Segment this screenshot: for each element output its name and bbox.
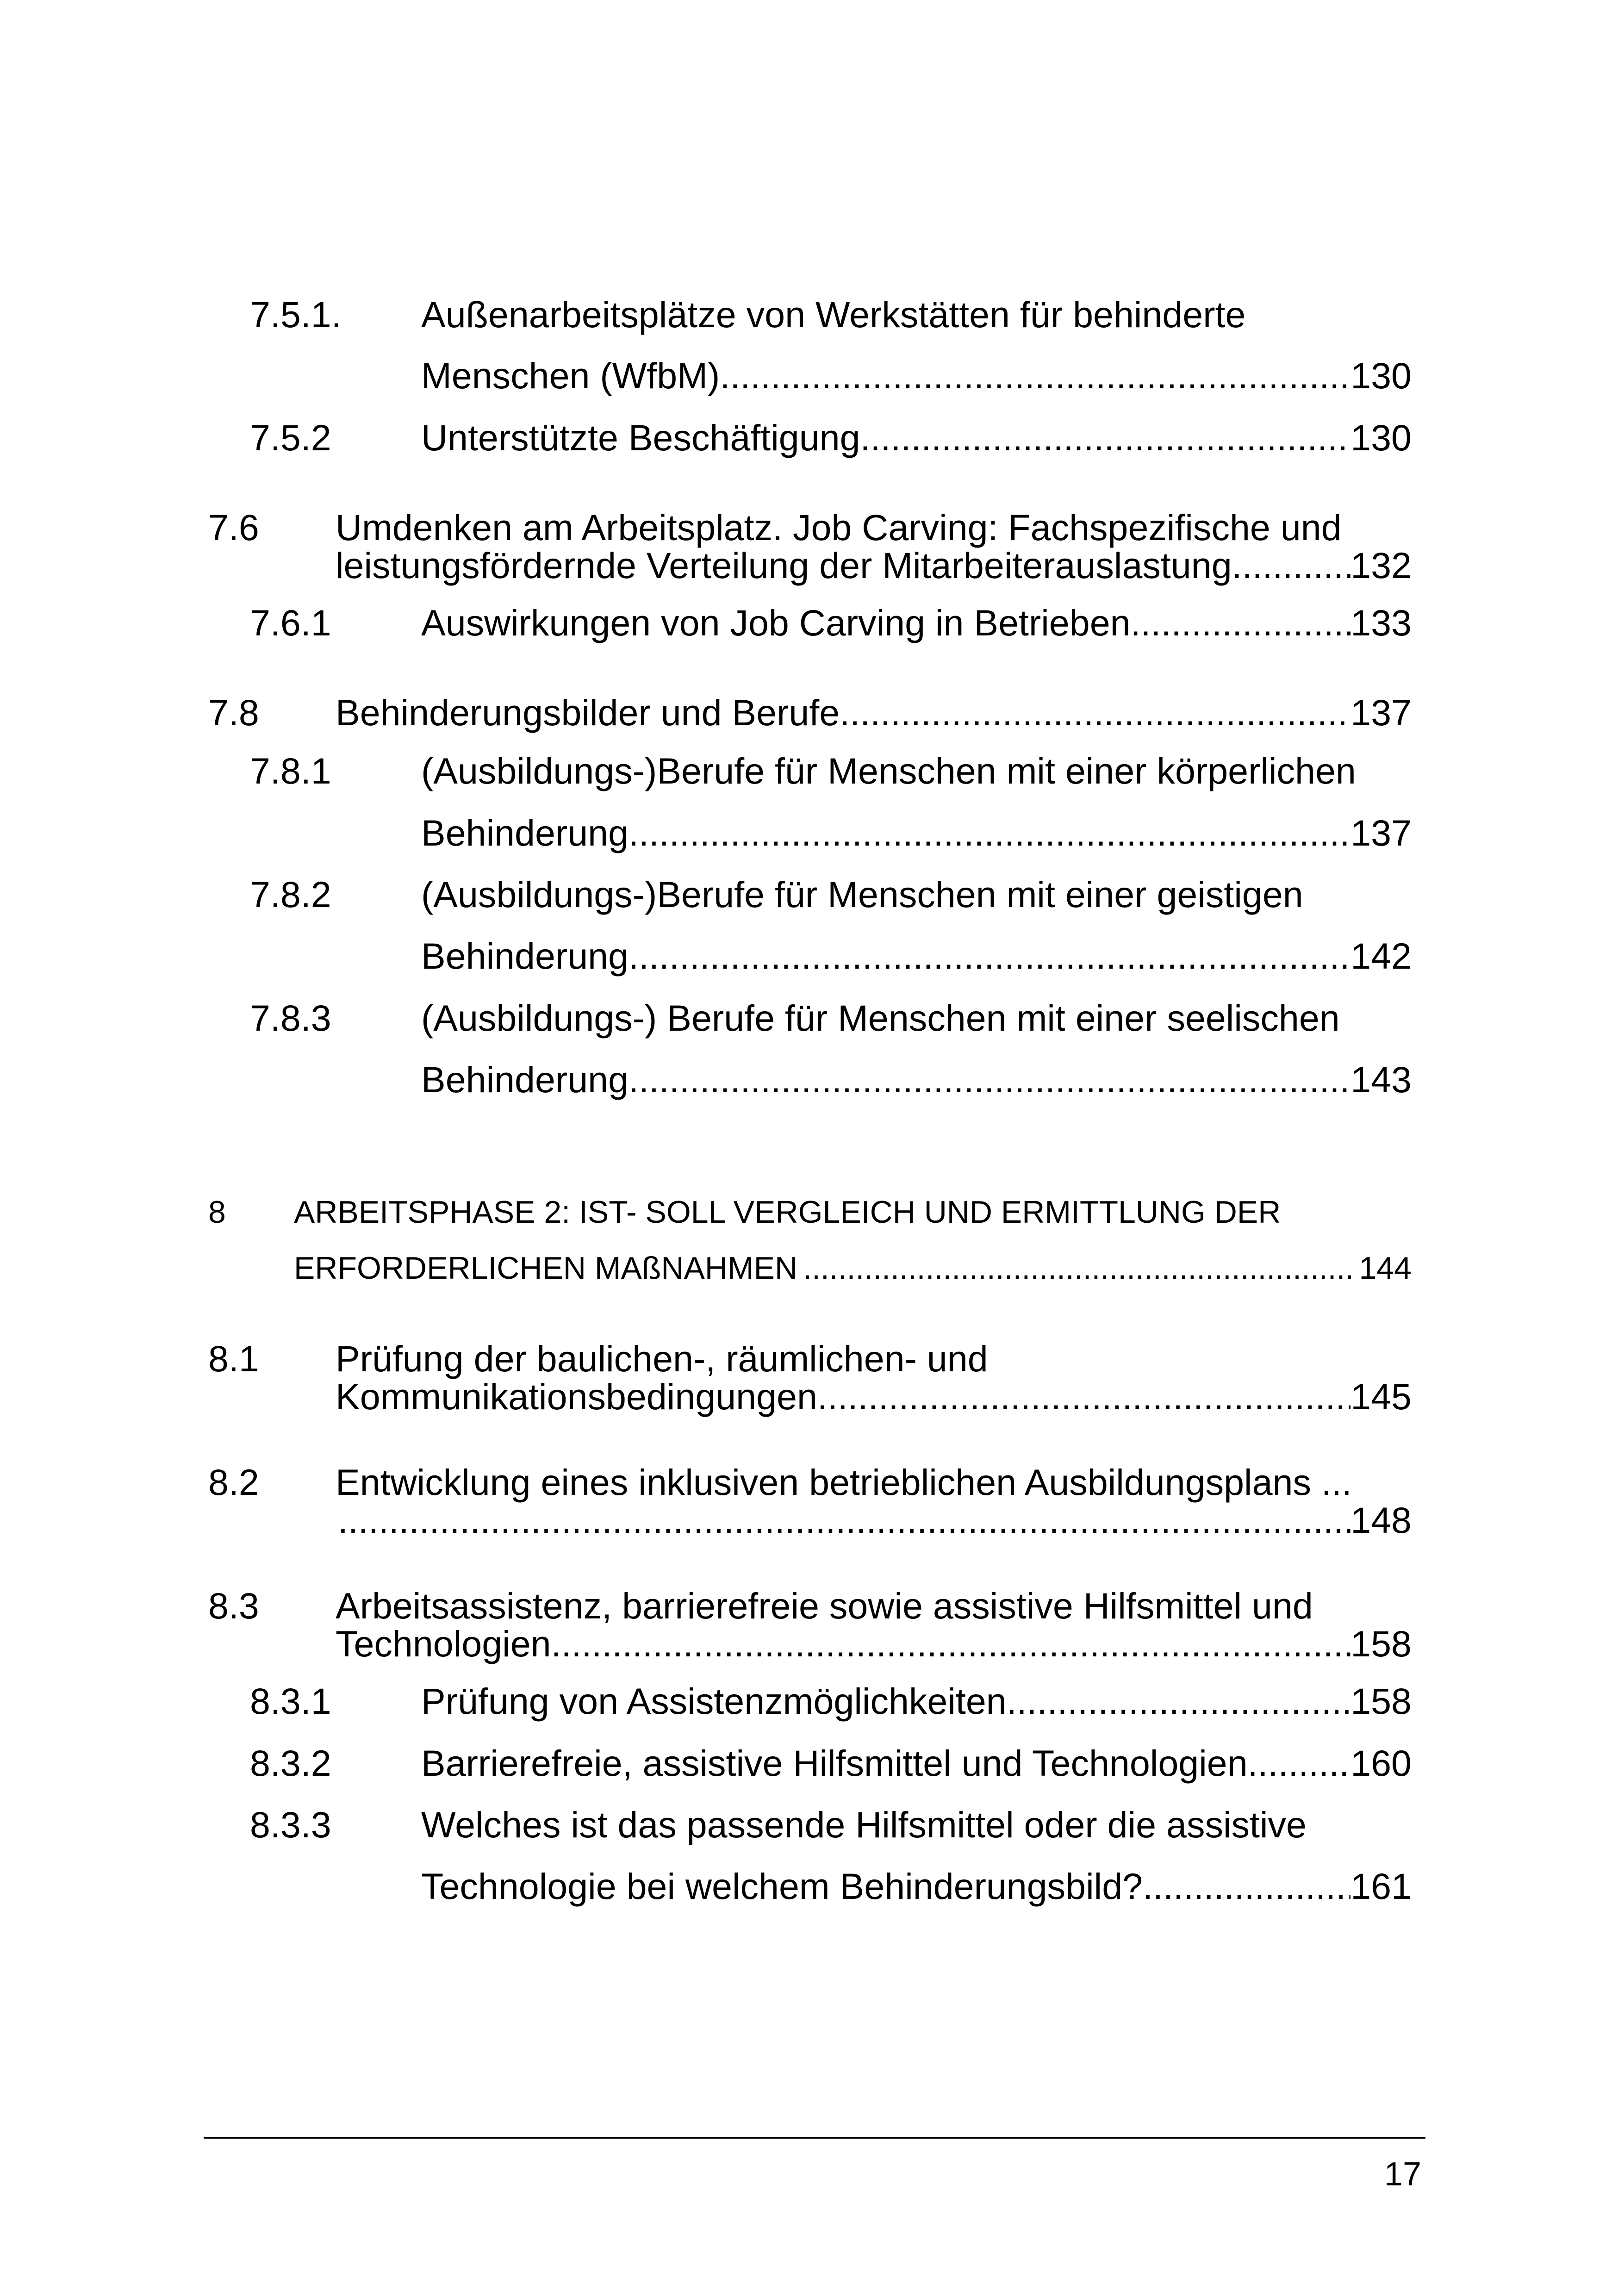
toc-number: 7.8.3 <box>250 997 331 1039</box>
toc-leader-row <box>336 1378 1412 1415</box>
footer-page-number: 17 <box>1384 2156 1421 2193</box>
dot-leader <box>1131 604 1351 641</box>
toc-title: ERFORDERLICHEN MAßNAHMEN <box>294 1251 798 1286</box>
dot-leader <box>840 694 1350 731</box>
dot-leader <box>803 1252 1353 1284</box>
toc-title: Außenarbeitsplätze von Werkstätten für behinderte <box>421 294 1246 335</box>
toc-page-number: 130 <box>1350 355 1412 396</box>
dot-leader <box>1143 1868 1350 1904</box>
toc-number: 7.8 <box>208 692 259 733</box>
dot-leader <box>629 815 1350 851</box>
toc-title: Technologie bei welchem Behinderungsbild? <box>421 1866 1143 1907</box>
toc-number: 8.3 <box>208 1585 259 1626</box>
dot-leader <box>860 419 1351 456</box>
toc-title: Menschen (WfbM) <box>421 355 720 396</box>
toc-title: Unterstützte Beschäftigung <box>421 417 860 458</box>
dot-leader <box>1248 1745 1351 1781</box>
toc-leader-row <box>338 1500 1412 1541</box>
footer-rule <box>204 2137 1425 2139</box>
toc-title: (Ausbildungs-)Berufe für Menschen mit einer körperlichen <box>421 750 1356 791</box>
toc-title: (Ausbildungs-) Berufe für Menschen mit einer seelischen <box>421 997 1340 1039</box>
toc-title: Kommunikationsbedingungen <box>336 1376 817 1417</box>
toc-title: Welches ist das passende Hilfsmittel oder die assistive <box>421 1804 1307 1845</box>
toc-page-number: 143 <box>1350 1059 1412 1100</box>
toc-page-number: 145 <box>1350 1376 1412 1417</box>
toc-title: Umdenken am Arbeitsplatz. Job Carving: Fachspezifische und <box>336 507 1342 548</box>
toc-page-number: 137 <box>1350 692 1412 733</box>
toc-number: 8.1 <box>208 1338 259 1379</box>
toc-title: Barrierefreie, assistive Hilfsmittel und Technologien <box>421 1742 1248 1784</box>
toc-title: Behinderung <box>421 812 629 853</box>
toc-leader-row <box>421 419 1412 456</box>
toc-title: Entwicklung eines inklusiven betrieblichen Ausbildungsplans ... <box>336 1462 1352 1503</box>
toc-title: ARBEITSPHASE 2: IST- SOLL VERGLEICH UND ERMITTLUNG DER <box>294 1195 1281 1230</box>
toc-leader-row <box>336 547 1412 584</box>
dot-leader <box>629 938 1350 974</box>
toc-number: 7.6.1 <box>250 602 331 643</box>
toc-page-number: 144 <box>1359 1251 1412 1286</box>
dot-leader <box>338 1502 1350 1538</box>
toc-page-number: 132 <box>1350 545 1412 586</box>
toc-title: Auswirkungen von Job Carving in Betrieben <box>421 602 1131 643</box>
toc-number: 8.2 <box>208 1462 259 1503</box>
toc-page-number: 158 <box>1350 1680 1412 1722</box>
toc-number: 7.8.1 <box>250 750 331 791</box>
toc-leader-row <box>421 1061 1412 1098</box>
toc-number: 7.6 <box>208 507 259 548</box>
toc-leader-row <box>336 1625 1412 1662</box>
toc-page-number: 158 <box>1350 1623 1412 1664</box>
toc-page-number: 133 <box>1350 602 1412 643</box>
toc-leader-row <box>421 812 1412 853</box>
dot-leader <box>817 1378 1350 1415</box>
toc-number: 8 <box>208 1195 226 1230</box>
toc-leader-row <box>421 357 1412 394</box>
toc-title: Behinderung <box>421 935 629 977</box>
toc-title: Prüfung von Assistenzmöglichkeiten <box>421 1680 1007 1722</box>
dot-leader <box>1232 547 1351 584</box>
toc-page-number: 142 <box>1350 935 1412 977</box>
toc-leader-row <box>421 604 1412 641</box>
dot-leader <box>720 357 1350 394</box>
toc-number: 7.8.2 <box>250 874 331 915</box>
toc-title: Behinderungsbilder und Berufe <box>336 692 840 733</box>
toc-leader-row <box>421 1680 1412 1722</box>
toc-number: 7.5.2 <box>250 417 331 458</box>
toc-leader-row <box>421 1866 1412 1907</box>
dot-leader <box>629 1061 1350 1098</box>
toc-title: Arbeitsassistenz, barrierefreie sowie assistive Hilfsmittel und <box>336 1585 1313 1626</box>
toc-title: Behinderung <box>421 1059 629 1100</box>
toc-title: Technologien <box>336 1623 551 1664</box>
dot-leader <box>1007 1683 1350 1719</box>
toc-page-number: 160 <box>1350 1742 1412 1784</box>
toc-leader-row <box>421 935 1412 977</box>
toc-leader-row <box>421 1742 1412 1784</box>
toc-leader-row <box>336 694 1412 731</box>
toc-number: 8.3.1 <box>250 1680 331 1722</box>
toc-page-number: 130 <box>1350 417 1412 458</box>
toc-page-number: 161 <box>1350 1866 1412 1907</box>
toc-number: 8.3.3 <box>250 1804 331 1845</box>
dot-leader <box>551 1625 1351 1662</box>
toc-title: leistungsfördernde Verteilung der Mitarbeiterauslastung <box>336 545 1232 586</box>
toc-number: 8.3.2 <box>250 1742 331 1784</box>
toc-leader-row <box>294 1252 1412 1284</box>
toc-page-number: 148 <box>1350 1500 1412 1541</box>
toc-number: 7.5.1. <box>250 294 342 335</box>
toc-title: (Ausbildungs-)Berufe für Menschen mit einer geistigen <box>421 874 1303 915</box>
toc-page-number: 137 <box>1350 812 1412 853</box>
toc-title: Prüfung der baulichen-, räumlichen- und <box>336 1338 988 1379</box>
